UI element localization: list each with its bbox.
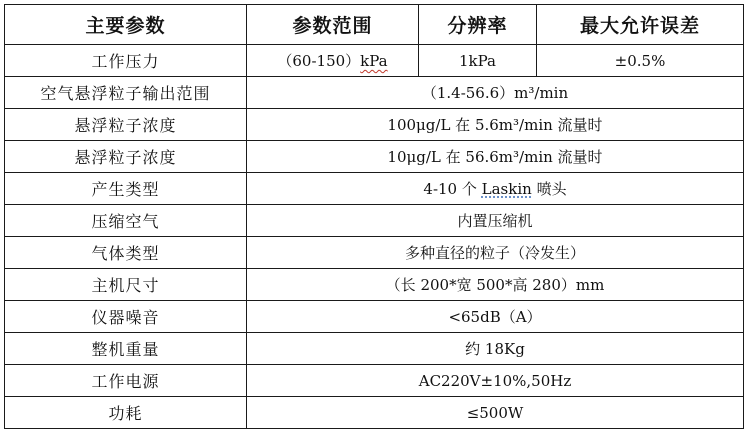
param-value: 内置压缩机 (247, 205, 744, 237)
param-value: AC220V±10%,50Hz (247, 365, 744, 397)
header-param: 主要参数 (5, 5, 247, 45)
table-row (5, 173, 744, 205)
table-row (5, 333, 744, 365)
pressure-tolerance: ±0.5% (537, 45, 744, 77)
param-label: 工作压力 (5, 45, 247, 77)
param-label: 主机尺寸 (5, 269, 247, 301)
param-label: 空气悬浮粒子输出范围 (5, 77, 247, 109)
pressure-resolution: 1kPa (419, 45, 537, 77)
table-row (5, 205, 744, 237)
table-row (5, 269, 744, 301)
param-label: 功耗 (5, 397, 247, 429)
param-value: 100μg/L 在 5.6m³/min 流量时 (247, 109, 744, 141)
param-label: 悬浮粒子浓度 (5, 109, 247, 141)
header-row (5, 5, 744, 45)
param-value: 10μg/L 在 56.6m³/min 流量时 (247, 141, 744, 173)
table-row (5, 109, 744, 141)
table-row (5, 141, 744, 173)
table-row-pressure (5, 45, 744, 77)
param-value: <65dB（A） (247, 301, 744, 333)
param-value: ≤500W (247, 397, 744, 429)
param-value: （1.4-56.6）m³/min (247, 77, 744, 109)
param-label: 整机重量 (5, 333, 247, 365)
pressure-range-cell (247, 45, 419, 77)
param-label: 工作电源 (5, 365, 247, 397)
nozzle-suffix: 喷头 (531, 180, 567, 198)
table-row (5, 397, 744, 429)
param-value (247, 173, 744, 205)
table-row (5, 237, 744, 269)
param-value: 多种直径的粒子（冷发生） (247, 237, 744, 269)
param-value: 约 18Kg (247, 333, 744, 365)
param-label: 压缩空气 (5, 205, 247, 237)
table-row (5, 365, 744, 397)
header-resolution: 分辨率 (419, 5, 537, 45)
specification-table (4, 4, 744, 429)
nozzle-brand: Laskin (481, 180, 532, 198)
param-label: 仪器噪音 (5, 301, 247, 333)
param-value: （长 200*宽 500*高 280）mm (247, 269, 744, 301)
param-label: 气体类型 (5, 237, 247, 269)
table-row (5, 77, 744, 109)
table-row (5, 301, 744, 333)
header-range: 参数范围 (247, 5, 419, 45)
param-label: 产生类型 (5, 173, 247, 205)
pressure-range-unit: kPa (360, 52, 388, 70)
param-label: 悬浮粒子浓度 (5, 141, 247, 173)
header-tolerance: 最大允许误差 (537, 5, 744, 45)
nozzle-count: 4-10 个 (423, 180, 482, 198)
pressure-range-value: （60-150） (277, 52, 361, 70)
